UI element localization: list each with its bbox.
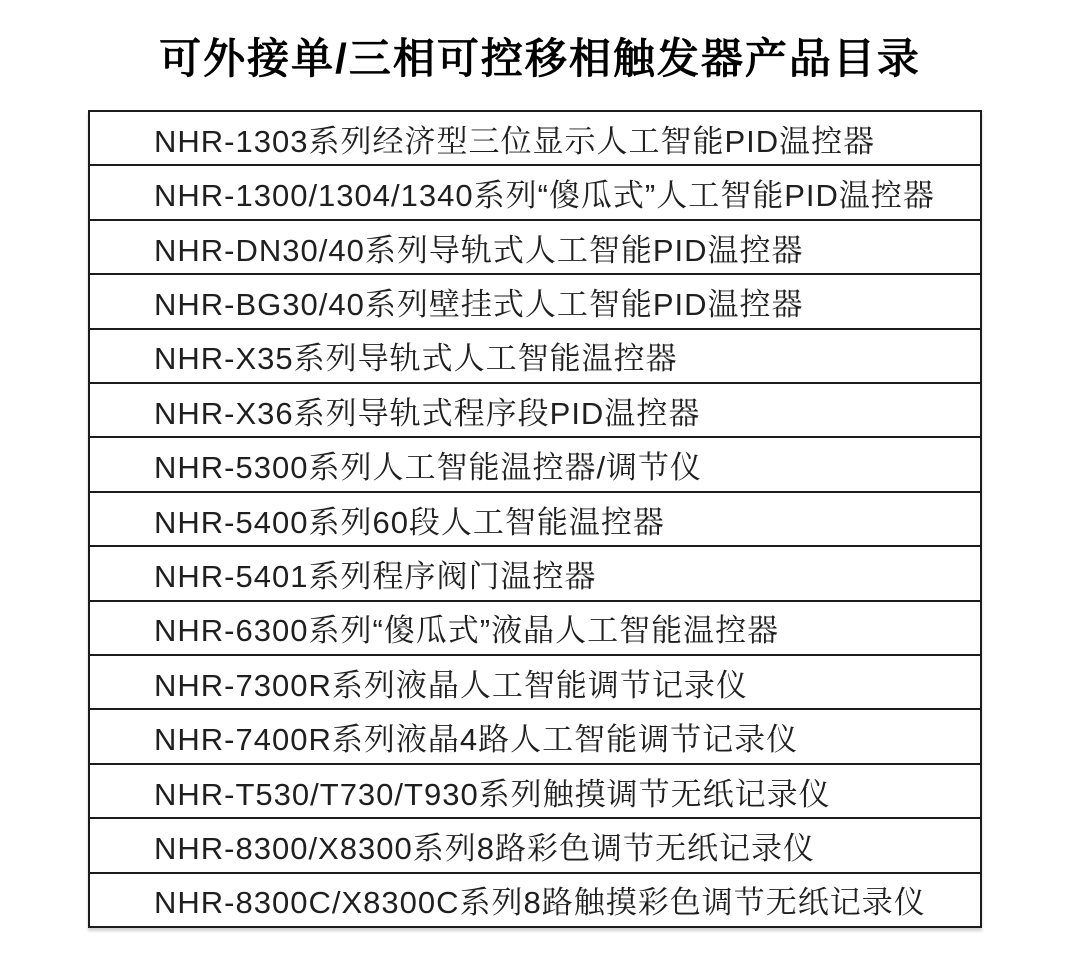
- table-row: [90, 654, 980, 708]
- table-row: [90, 436, 980, 490]
- table-row: [90, 872, 980, 926]
- product-name: NHR-5400系列60段人工智能温控器: [154, 504, 665, 540]
- product-name: NHR-1303系列经济型三位显示人工智能PID温控器: [154, 123, 876, 159]
- table-row: [90, 219, 980, 273]
- table-row: [90, 545, 980, 599]
- product-name: NHR-7300R系列液晶人工智能调节记录仪: [154, 667, 748, 703]
- table-row: [90, 600, 980, 654]
- table-row: [90, 817, 980, 871]
- product-name: NHR-X35系列导轨式人工智能温控器: [154, 341, 678, 377]
- product-name: NHR-8300C/X8300C系列8路触摸彩色调节无纸记录仪: [154, 885, 926, 921]
- table-row: [90, 708, 980, 762]
- product-name: NHR-T530/T730/T930系列触摸调节无纸记录仪: [154, 776, 831, 812]
- table-row: [90, 164, 980, 218]
- table-row: [90, 273, 980, 327]
- table-row: [90, 763, 980, 817]
- product-name: NHR-5401系列程序阀门温控器: [154, 558, 597, 594]
- table-row: [90, 112, 980, 164]
- product-name: NHR-8300/X8300系列8路彩色调节无纸记录仪: [154, 830, 815, 866]
- table-row: [90, 328, 980, 382]
- product-name: NHR-X36系列导轨式程序段PID温控器: [154, 395, 701, 431]
- product-name: NHR-5300系列人工智能温控器/调节仪: [154, 450, 703, 486]
- product-name: NHR-7400R系列液晶4路人工智能调节记录仪: [154, 722, 799, 758]
- page-title: 可外接单/三相可控移相触发器产品目录: [159, 35, 921, 82]
- table-row: [90, 491, 980, 545]
- product-name: NHR-6300系列“傻瓜式”液晶人工智能温控器: [154, 613, 780, 649]
- product-name: NHR-DN30/40系列导轨式人工智能PID温控器: [154, 232, 804, 268]
- product-name: NHR-1300/1304/1340系列“傻瓜式”人工智能PID温控器: [154, 178, 935, 214]
- product-name: NHR-BG30/40系列壁挂式人工智能PID温控器: [154, 286, 804, 322]
- table-row: [90, 382, 980, 436]
- product-catalog-table: [88, 110, 982, 928]
